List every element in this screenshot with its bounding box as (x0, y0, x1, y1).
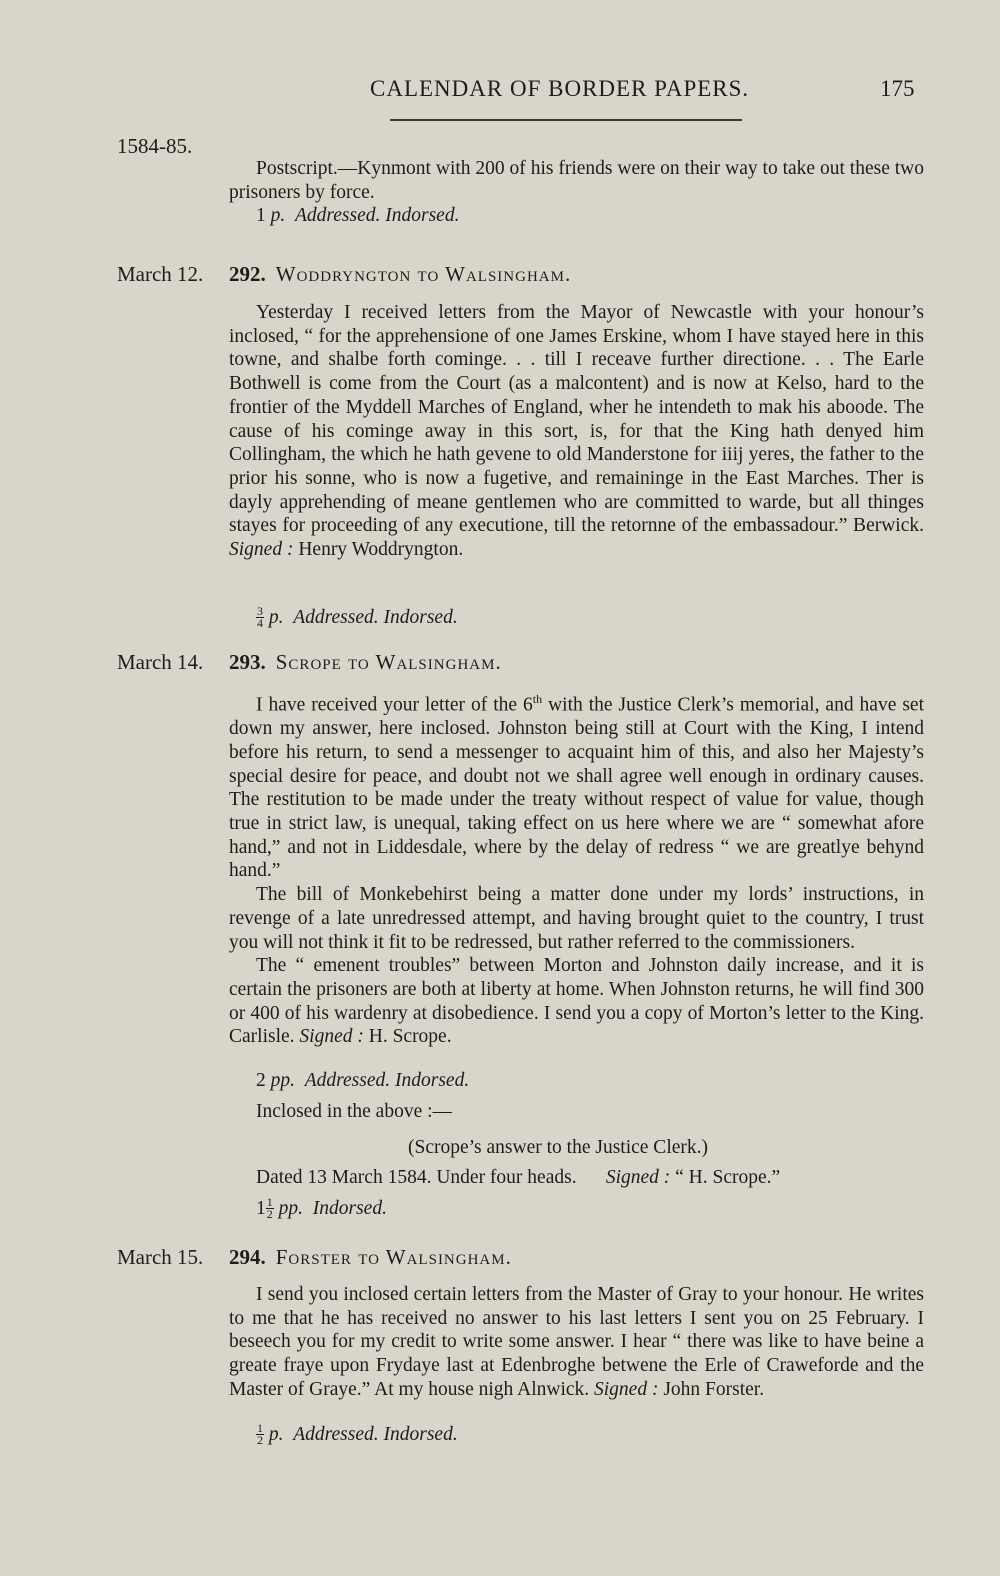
fraction-numerator: 1 (266, 1195, 273, 1209)
entry-heading (229, 262, 571, 287)
header-rule (390, 119, 742, 121)
note-count: 1 (256, 205, 266, 226)
entry-number: 294. (229, 1245, 266, 1269)
fraction-numerator: 1 (257, 1421, 263, 1435)
dated-text: Dated 13 March 1584. Under four heads. (256, 1167, 577, 1188)
entry-date: March 12. (117, 262, 204, 286)
entry-paragraph-text (229, 688, 924, 883)
letter-text: I send you inclosed certain letters from the Master of Gray to your honour. He writes to me that he has received no answer to his last letters I sent you on 25 February. I beseech you for my credit to write some answer. I hear “ there was like to have beine a greate fraye upon Frydaye last at Edenbroghe betwene the Erle of Craweforde and the Master of Graye.” At my house nigh Alnwick. (229, 1284, 924, 1400)
signed-name: H. Scrope. (368, 1026, 452, 1048)
fraction-denominator: 2 (266, 1207, 273, 1221)
note-unit: p. (268, 607, 284, 628)
entry-number: 292. (229, 262, 266, 286)
page-number: 175 (880, 76, 915, 101)
signed-label: Signed : (605, 1167, 671, 1188)
entry-title: Scrope to Walsingham. (275, 650, 502, 674)
note-description: Addressed. Indorsed. (293, 1424, 458, 1445)
entry-title: Forster to Walsingham. (275, 1245, 512, 1269)
postscript-text: Postscript.—Kynmont with 200 of his friends were on their way to take out these two prisoners by force. (229, 158, 924, 203)
signed-name: “ H. Scrope.” (675, 1167, 781, 1188)
letter-text: Yesterday I received letters from the Mayor of Newcastle with your honour’s inclosed, “ for the apprehensione of one James Erskine, whom I have stayed here in this towne, and shalbe forth cominge. . . till I receave further directione. . . The Earle Bothwell is come from the Court (as a malcontent) and is now at Kelso, hard to the frontier of the Myddell Marches of England, wher he intendeth to mak his aboode. The cause of his cominge away in this sort, is, for that the King hath denyed him Collingham, the which he hath gevene to old Manderstone for iiij yeres, the father to the prior his sonne, who is now a fugetive, and remaininge in the East Marches. Ther is dayly apprehending of meane gentlemen who are committed to warde, but all thinges stayes for proceeding of any executione, till the retornne of the embassadour.” Berwick. (229, 302, 924, 537)
entry-paragraph-text (229, 301, 924, 562)
enclosure-dated (256, 1167, 780, 1189)
letter-text-continued: with the Justice Clerk’s memorial, and have set down my answer, here inclosed. Johnston being still at Court with the King, I intend before his return, to send a messenger to acquaint him of this, and also her Majesty’s special desire for peace, and doubt not we shall agree well enough in ordinary causes. The restitution to be made under the treaty without respect of value for value, though true in strict law, is unequal, taking effect on us here where we are “ somewhat afore hand,” and not in Liddesdale, where by the delay of redress “ we are greatlye behynd hand.” (229, 694, 925, 882)
note-unit: pp. (278, 1198, 303, 1219)
fraction (256, 606, 264, 629)
entry-paragraph (229, 1283, 924, 1402)
note-description: Addressed. Indorsed. (295, 205, 460, 226)
note-whole: 1 (256, 1198, 266, 1219)
entry-heading (229, 650, 502, 675)
enclosure-note (256, 1197, 387, 1220)
postscript-note (256, 205, 459, 227)
note-description: Addressed. Indorsed. (293, 607, 458, 628)
letter-text: I have received your letter of the 6 (256, 694, 533, 716)
inclosed-label: Inclosed in the above :— (256, 1101, 453, 1122)
note-count: 2 (256, 1070, 266, 1091)
enclosure-title: (Scrope’s answer to the Justice Clerk.) (408, 1137, 709, 1158)
running-title: CALENDAR OF BORDER PAPERS. (370, 76, 750, 101)
signed-name: John Forster. (663, 1378, 765, 1400)
fraction-denominator: 4 (257, 616, 263, 630)
entry-note (256, 1070, 469, 1092)
entry-number: 293. (229, 650, 266, 674)
postscript-paragraph (229, 157, 924, 204)
entry-note (256, 606, 458, 629)
entry-paragraph (229, 301, 924, 562)
entry-note (256, 1423, 458, 1446)
year-marker: 1584-85. (117, 134, 193, 158)
note-description: Indorsed. (312, 1198, 387, 1219)
fraction-denominator: 2 (257, 1433, 263, 1447)
signed-label: Signed : (299, 1026, 364, 1048)
note-description: Addressed. Indorsed. (304, 1070, 470, 1091)
entry-paragraph (229, 688, 924, 1049)
note-unit: p. (268, 1424, 284, 1445)
entry-paragraph-text: The bill of Monkebehirst being a matter done under my lords’ instructions, in revenge of a late unredressed attempt, and having brought quiet to the country, I trust you will not think it fit to be redressed, but rather referred to the commissioners. (229, 884, 924, 953)
fraction (256, 1423, 264, 1446)
entry-paragraph-text (229, 954, 924, 1049)
note-unit: p. (270, 205, 286, 226)
entry-date: March 14. (117, 650, 204, 674)
entry-heading (229, 1245, 512, 1270)
fraction-numerator: 3 (257, 604, 263, 618)
ordinal-suffix: th (532, 692, 543, 706)
letter-text: The “ emenent troubles” between Morton and Johnston daily increase, and it is certain the prisoners are both at liberty at home. When Johnston returns, he will find 300 or 400 of his wardenry at disobedience. I send you a copy of Morton’s letter to the King. Carlisle. (229, 955, 924, 1048)
entry-paragraph-text (229, 1283, 924, 1402)
entry-title: Woddryngton to Walsingham. (275, 262, 572, 286)
signed-label: Signed : (229, 539, 294, 561)
entry-date: March 15. (117, 1245, 204, 1269)
fraction (266, 1197, 274, 1220)
signed-label: Signed : (594, 1378, 659, 1400)
signed-name: Henry Woddryngton. (298, 539, 464, 561)
note-unit: pp. (270, 1070, 295, 1091)
